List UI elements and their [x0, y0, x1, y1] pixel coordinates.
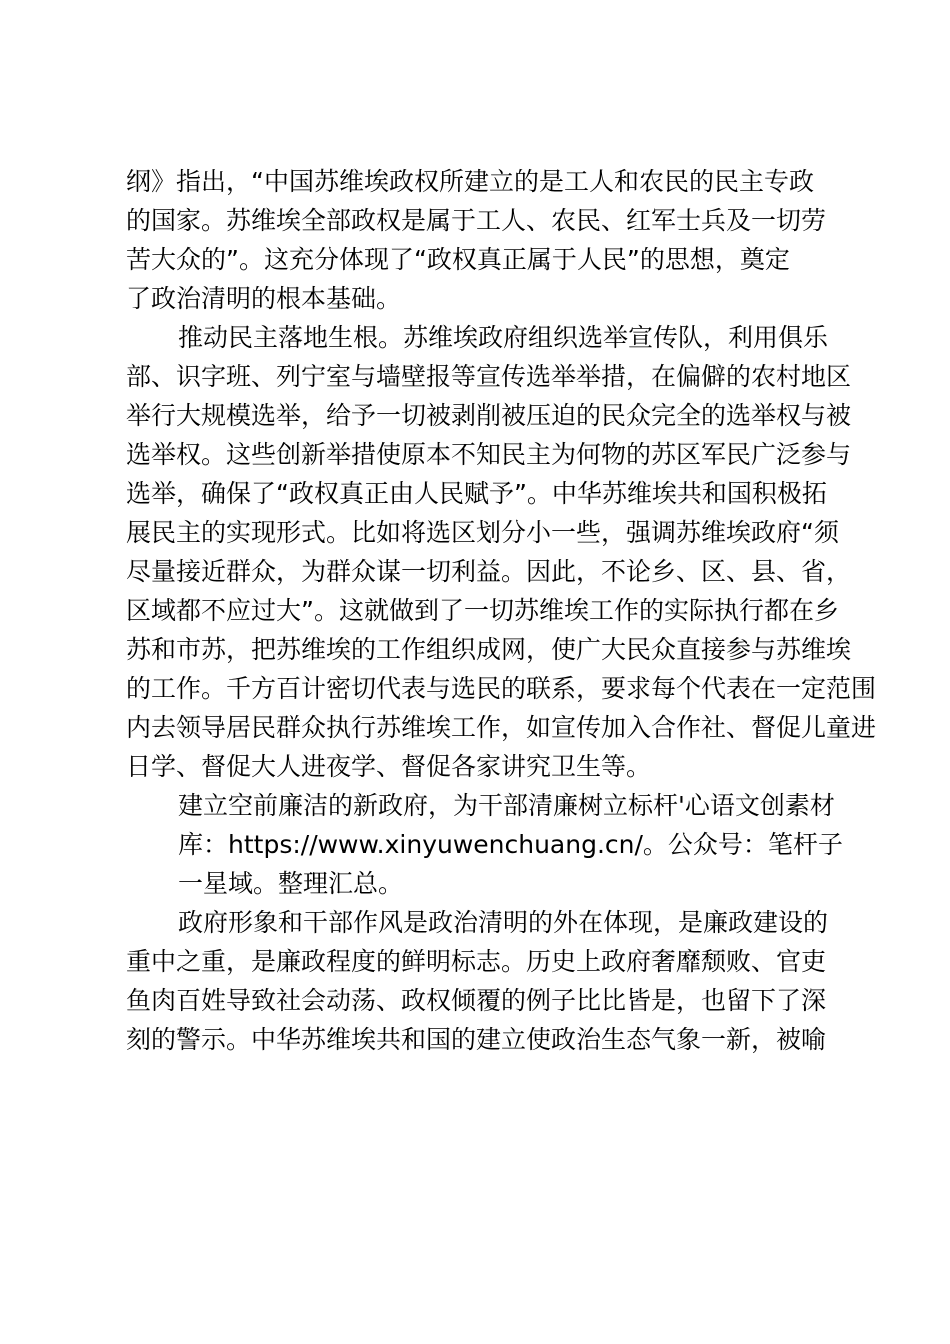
- paragraph-4: [126, 903, 846, 1059]
- text-line: 一星域。整理汇总。: [178, 869, 404, 898]
- text-line: 选举，确保了“政权真正由人民赋予”。中华苏维埃共和国积极拓: [126, 479, 827, 508]
- text-line: 纲》指出，“中国苏维埃政权所建立的是工人和农民的民主专政: [126, 167, 814, 196]
- text-line: 政府形象和干部作风是政治清明的外在体现，是廉政建设的: [178, 908, 829, 937]
- text-line: 尽量接近群众，为群众谋一切利益。因此，不论乡、区、县、省，: [126, 557, 852, 586]
- text-line: 举行大规模选举，给予一切被剥削被压迫的民众完全的选举权与被: [126, 401, 852, 430]
- text-line: 选举权。这些创新举措使原本不知民主为何物的苏区军民广泛参与: [126, 440, 852, 469]
- text-line: 重中之重，是廉政程度的鲜明标志。历史上政府奢靡颓败、官吏: [126, 947, 827, 976]
- text-line: 建立空前廉洁的新政府，为干部清廉树立标杆'心语文创素材: [178, 791, 835, 820]
- text-line: 苦大众的”。这充分体现了“政权真正属于人民”的思想，奠定: [126, 245, 790, 274]
- paragraph-3: [126, 786, 846, 903]
- text-line: 库：https://www.xinyuwenchuang.cn/。公众号：笔杆子: [178, 830, 843, 859]
- text-line: 部、识字班、列宁室与墙壁报等宣传选举举措，在偏僻的农村地区: [126, 362, 852, 391]
- text-line: 展民主的实现形式。比如将选区划分小一些，强调苏维埃政府“须: [126, 518, 839, 547]
- text-line: 的工作。千方百计密切代表与选民的联系，要求每个代表在一定范围: [126, 674, 877, 703]
- text-line: 日学、督促大人进夜学、督促各家讲究卫生等。: [126, 752, 652, 781]
- body-text: [126, 162, 877, 1059]
- text-line: 了政治清明的根本基础。: [126, 284, 402, 313]
- text-line: 的国家。苏维埃全部政权是属于工人、农民、红军士兵及一切劳: [126, 206, 827, 235]
- paragraph-1: [126, 162, 846, 318]
- text-line: 区域都不应过大”。这就做到了一切苏维埃工作的实际执行都在乡: [126, 596, 839, 625]
- text-line: 鱼肉百姓导致社会动荡、政权倾覆的例子比比皆是，也留下了深: [126, 986, 827, 1015]
- text-line: 推动民主落地生根。苏维埃政府组织选举宣传队，利用俱乐: [178, 323, 829, 352]
- text-line: 刻的警示。中华苏维埃共和国的建立使政治生态气象一新，被喻: [126, 1025, 827, 1054]
- text-line: 内去领导居民群众执行苏维埃工作，如宣传加入合作社、督促儿童进: [126, 713, 877, 742]
- text-line: 苏和市苏，把苏维埃的工作组织成网，使广大民众直接参与苏维埃: [126, 635, 852, 664]
- paragraph-2: [126, 318, 877, 786]
